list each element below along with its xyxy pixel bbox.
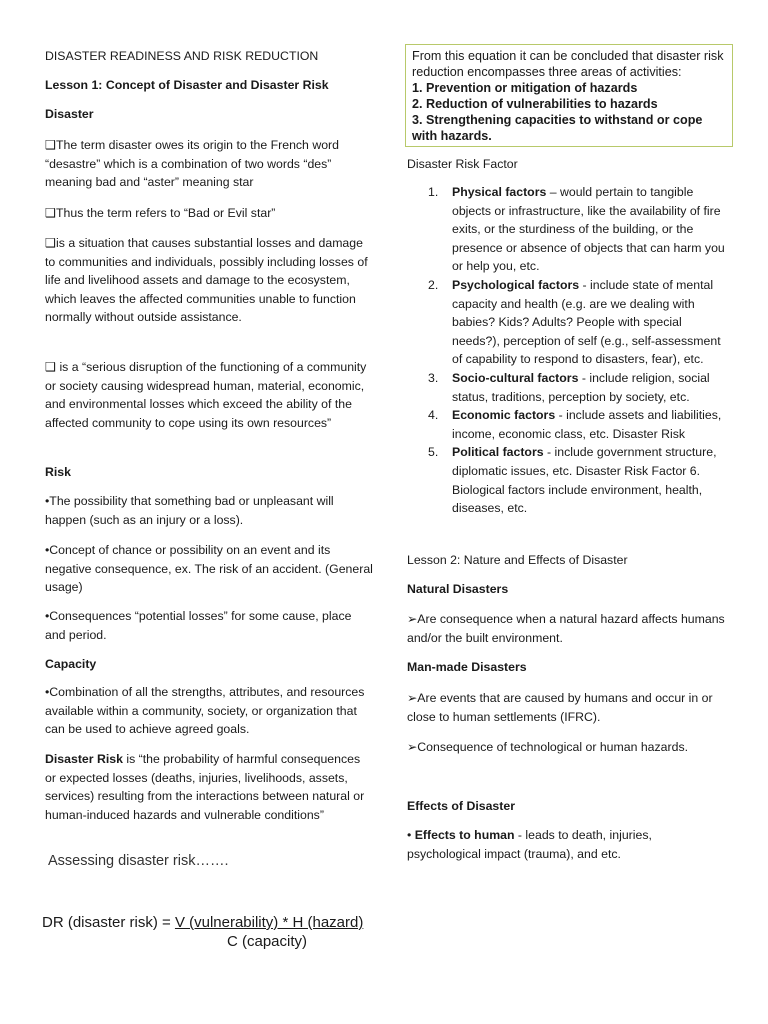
factor-text: – would pertain to tangible objects or infrastructure, like the availability of fire exits, or the sturdiness of the building, or the presence or absence of objects that can harm you or help you, etc.	[452, 185, 725, 274]
risk-factor-item	[407, 406, 725, 443]
factor-text: - include assets and liabilities, income, economic class, etc. Disaster Risk	[452, 408, 722, 441]
risk-factor-item	[407, 276, 725, 369]
effects-point	[407, 826, 725, 863]
assessing-caption: Assessing disaster risk…….	[48, 853, 229, 869]
risk-factor-item	[407, 443, 725, 517]
factor-term: Physical factors	[452, 185, 547, 199]
lesson1-heading: Lesson 1: Concept of Disaster and Disaster Risk	[45, 78, 329, 92]
formula-numerator: V (vulnerability) * H (hazard)	[174, 914, 364, 931]
disaster-risk-text: is “the probability of harmful consequences or expected losses (deaths, injuries, livelihoods, assets, services) resulting from the interactions between natural or human-induced hazards and vulnerable conditions”	[45, 752, 365, 822]
risk-point: •Consequences “potential losses” for some cause, place and period.	[45, 609, 352, 642]
effects-term: Effects to human	[414, 828, 515, 842]
item-number: 5.	[428, 445, 439, 460]
equation-conclusion-box	[405, 44, 733, 147]
factor-text: - include state of mental capacity and health (e.g. are we dealing with babies? Kids? Adults? People with special needs?), perception of self (e.g., self-assessment of capability to respond to disasters, fear), etc.	[452, 277, 721, 367]
effects-heading: Effects of Disaster	[407, 799, 515, 813]
item-number: 1.	[428, 185, 439, 199]
factor-term: Political factors	[452, 445, 544, 460]
lesson2-heading: Lesson 2: Nature and Effects of Disaster	[407, 553, 628, 567]
risk-point: •Concept of chance or possibility on an event and its negative consequence, ex. The risk of an accident. (General usage)	[45, 543, 373, 595]
activity-item: 2. Reduction of vulnerabilities to hazards	[412, 97, 658, 111]
factor-term: Psychological factors	[452, 277, 580, 292]
disaster-point: ❑Thus the term refers to “Bad or Evil star”	[45, 206, 276, 220]
effects-bullet: •	[407, 828, 415, 842]
equation-intro: From this equation it can be concluded that disaster risk reduction encompasses three areas of activities:	[412, 49, 724, 79]
manmade-disasters-point: ➢Consequence of technological or human hazards.	[407, 740, 689, 754]
activity-item: 3. Strengthening capacities to withstand or cope with hazards.	[412, 113, 703, 143]
manmade-disasters-point: ➢Are events that are caused by humans and occur in or close to human settlements (IFRC).	[407, 691, 713, 724]
disaster-risk-term: Disaster Risk	[45, 752, 123, 766]
risk-factor-item	[407, 183, 725, 276]
risk-factor-item	[407, 369, 725, 406]
formula-lhs: DR (disaster risk) =	[42, 914, 175, 931]
risk-formula	[42, 913, 382, 950]
factor-text: - include religion, social status, traditions, perception by society, etc.	[452, 370, 710, 404]
effects-text: - leads to death, injuries, psychological impact (trauma), and etc.	[407, 828, 652, 861]
document-title: DISASTER READINESS AND RISK REDUCTION	[45, 49, 319, 63]
factor-term: Socio-cultural factors	[452, 370, 579, 385]
factor-text: - include government structure, diplomatic issues, etc. Disaster Risk Factor 6. Biological factors include environment, health, diseases, etc.	[452, 445, 717, 516]
item-number: 4.	[428, 408, 439, 423]
natural-disasters-point: ➢Are consequence when a natural hazard affects humans and/or the built environment.	[407, 612, 725, 645]
item-number: 2.	[428, 277, 439, 292]
manmade-disasters-heading: Man-made Disasters	[407, 660, 527, 674]
item-number: 3.	[428, 370, 439, 385]
capacity-heading: Capacity	[45, 657, 97, 671]
capacity-point: •Combination of all the strengths, attributes, and resources available within a community, society, or organization that can be used to achieve agreed goals.	[45, 685, 365, 737]
disaster-heading: Disaster	[45, 107, 94, 121]
disaster-point: ❑ is a “serious disruption of the functioning of a community or society causing widespread human, material, economic, and environmental losses which exceed the ability of the affected community to cope using its own resources”	[45, 360, 367, 430]
disaster-point: ❑The term disaster owes its origin to the French word “desastre” which is a combination of two words “des” meaning bad and “aster” meaning star	[45, 138, 339, 190]
disaster-point: ❑is a situation that causes substantial losses and damage to communities and individuals, possibly including losses of life and livelihood assets and damage to the ecosystem, which leaves the affected communities unable to function normally without outside assistance.	[45, 236, 368, 325]
formula-denominator: C (capacity)	[227, 933, 308, 950]
risk-point: •The possibility that something bad or unpleasant will happen (such as an injury or a loss).	[45, 494, 334, 527]
natural-disasters-heading: Natural Disasters	[407, 582, 509, 596]
disaster-risk-definition	[45, 750, 373, 824]
activity-item: 1. Prevention or mitigation of hazards	[412, 81, 638, 95]
risk-factor-heading: Disaster Risk Factor	[407, 157, 518, 171]
risk-factor-list	[407, 183, 725, 518]
factor-term: Economic factors	[452, 408, 556, 423]
risk-heading: Risk	[45, 465, 71, 479]
